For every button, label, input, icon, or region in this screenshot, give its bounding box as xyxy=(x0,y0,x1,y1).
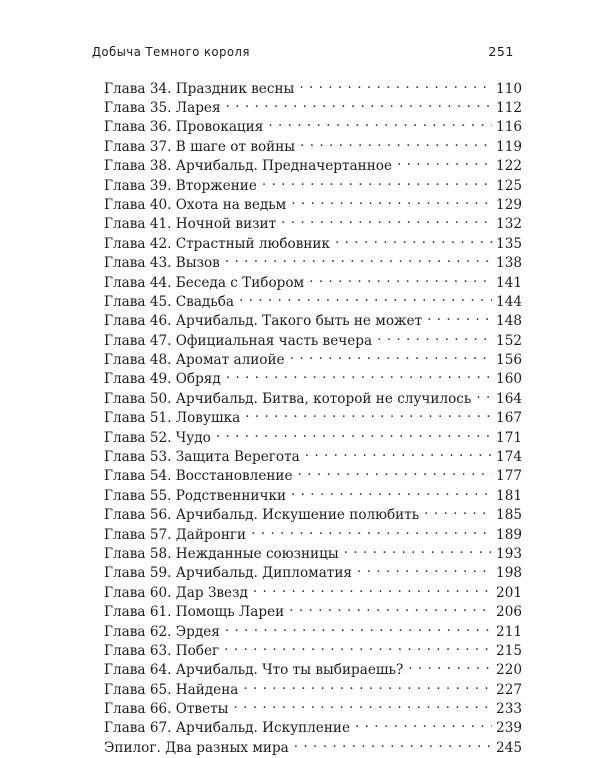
toc-entry-title: Глава 57. Дайронги xyxy=(104,526,247,543)
toc-entry-page: 119 xyxy=(496,138,522,155)
toc-entry-page: 148 xyxy=(496,313,522,330)
toc-entry-title: Глава 64. Арчибальд. Что ты выбираешь? xyxy=(104,662,404,679)
toc-entry-page: 152 xyxy=(496,332,522,349)
toc-entry-title: Глава 67. Арчибальд. Искупление xyxy=(104,720,351,737)
toc-entry xyxy=(104,506,522,525)
toc-entry-page: 132 xyxy=(496,216,522,233)
toc-entry-page: 239 xyxy=(496,720,522,737)
toc-entry xyxy=(104,98,522,117)
toc-entry xyxy=(104,603,522,622)
toc-entry-title: Глава 45. Свадьба xyxy=(104,293,234,310)
toc-entry-title: Глава 59. Арчибальд. Дипломатия xyxy=(104,565,352,582)
dot-leader xyxy=(297,79,492,93)
toc-entry-page: 220 xyxy=(496,662,522,679)
toc-entry-title: Глава 35. Ларея xyxy=(104,99,221,116)
dot-leader xyxy=(243,409,492,423)
toc-entry xyxy=(104,215,522,234)
toc-entry xyxy=(104,409,522,428)
toc-entry xyxy=(104,195,522,214)
toc-entry-page: 167 xyxy=(496,410,522,427)
toc-entry-page: 129 xyxy=(496,196,522,213)
toc-entry-title: Глава 52. Чудо xyxy=(104,429,211,446)
toc-entry xyxy=(104,486,522,505)
toc-entry xyxy=(104,641,522,660)
toc-entry-page: 201 xyxy=(496,584,522,601)
dot-leader xyxy=(231,700,492,714)
toc-entry-title: Глава 44. Беседа с Тибором xyxy=(104,274,305,291)
dot-leader xyxy=(296,467,493,481)
toc-entry-title: Глава 36. Провокация xyxy=(104,119,264,136)
dot-leader xyxy=(289,486,492,500)
dot-leader xyxy=(249,525,492,539)
dot-leader xyxy=(224,98,493,112)
toc-entry-title: Глава 62. Эрдея xyxy=(104,623,220,640)
toc-entry-page: 112 xyxy=(496,99,522,116)
toc-entry xyxy=(104,254,522,273)
toc-entry xyxy=(104,137,522,156)
toc-entry xyxy=(104,234,522,253)
running-title: Добыча Темного короля xyxy=(92,44,250,59)
toc-entry-title: Глава 58. Нежданные союзницы xyxy=(104,545,339,562)
page-number: 251 xyxy=(488,44,514,59)
toc-entry xyxy=(104,312,522,331)
toc-entry-title: Глава 63. Побег xyxy=(104,642,220,659)
toc-entry-title: Глава 49. Обряд xyxy=(104,371,221,388)
toc-entry-title: Глава 55. Родственнички xyxy=(104,487,287,504)
toc-entry-page: 138 xyxy=(496,255,522,272)
toc-entry-title: Глава 37. В шаге от войны xyxy=(104,138,296,155)
toc-entry-page: 185 xyxy=(496,507,522,524)
toc-entry-title: Глава 50. Арчибальд. Битва, которой не случилось xyxy=(104,390,472,407)
toc-entry-title: Глава 43. Вызов xyxy=(104,255,220,272)
toc-entry-page: 177 xyxy=(496,468,522,485)
toc-entry-page: 211 xyxy=(496,623,522,640)
toc-entry-title: Глава 42. Страстный любовник xyxy=(104,235,330,252)
toc-entry-page: 198 xyxy=(496,565,522,582)
toc-entry xyxy=(104,680,522,699)
toc-entry-page: 144 xyxy=(496,293,522,310)
toc-entry xyxy=(104,389,522,408)
toc-entry-title: Глава 47. Официальная часть вечера xyxy=(104,332,373,349)
toc-entry-title: Глава 54. Восстановление xyxy=(104,468,293,485)
dot-leader xyxy=(279,215,492,229)
toc-entry xyxy=(104,273,522,292)
dot-leader xyxy=(237,292,492,306)
toc-entry-page: 233 xyxy=(496,701,522,718)
toc-entry-title: Глава 40. Охота на ведьм xyxy=(104,196,287,213)
dot-leader xyxy=(355,564,492,578)
toc-entry-title: Глава 53. Защита Верегота xyxy=(104,449,300,466)
toc-entry-title: Глава 51. Ловушка xyxy=(104,410,241,427)
toc-entry-page: 174 xyxy=(496,449,522,466)
toc-entry xyxy=(104,79,522,98)
dot-leader xyxy=(266,118,492,132)
toc-entry-page: 122 xyxy=(496,158,522,175)
toc-entry-page: 215 xyxy=(496,642,522,659)
dot-leader xyxy=(474,389,492,403)
toc-entry-title: Глава 61. Помощь Лареи xyxy=(104,604,285,621)
toc-entry-title: Глава 46. Арчибальд. Такого быть не может xyxy=(104,313,423,330)
toc-entry xyxy=(104,370,522,389)
toc-entry-page: 116 xyxy=(496,119,522,136)
toc-entry xyxy=(104,622,522,641)
toc-entry-title: Глава 65. Найдена xyxy=(104,681,239,698)
toc-entry-page: 171 xyxy=(496,429,522,446)
toc-entry-title: Глава 34. Праздник весны xyxy=(104,80,295,97)
dot-leader xyxy=(251,583,492,597)
toc-entry xyxy=(104,331,522,350)
dot-leader xyxy=(288,350,492,364)
toc-entry xyxy=(104,447,522,466)
dot-leader xyxy=(395,157,492,171)
toc-entry-page: 125 xyxy=(496,177,522,194)
dot-leader xyxy=(375,331,492,345)
toc-entry xyxy=(104,719,522,738)
toc-entry-page: 227 xyxy=(496,681,522,698)
dot-leader xyxy=(241,680,492,694)
toc-entry xyxy=(104,467,522,486)
toc-entry xyxy=(104,292,522,311)
dot-leader xyxy=(298,137,492,151)
toc-entry-page: 160 xyxy=(496,371,522,388)
dot-leader xyxy=(342,544,492,558)
toc-entry-title: Глава 66. Ответы xyxy=(104,701,229,718)
toc-entry-page: 206 xyxy=(496,604,522,621)
toc-entry-title: Глава 48. Аромат алиойе xyxy=(104,352,285,369)
toc-entry-title: Глава 41. Ночной визит xyxy=(104,216,277,233)
toc-entry xyxy=(104,583,522,602)
dot-leader xyxy=(289,195,492,209)
toc-entry-page: 135 xyxy=(496,235,522,252)
dot-leader xyxy=(224,370,492,384)
toc-entry-page: 193 xyxy=(496,545,522,562)
dot-leader xyxy=(422,506,492,520)
toc-entry xyxy=(104,350,522,369)
dot-leader xyxy=(353,719,492,733)
toc-entry xyxy=(104,428,522,447)
dot-leader xyxy=(303,447,492,461)
toc-entry xyxy=(104,544,522,563)
toc-entry xyxy=(104,700,522,719)
dot-leader xyxy=(223,622,492,636)
dot-leader xyxy=(222,641,492,655)
toc-entry-page: 245 xyxy=(496,739,522,756)
toc-entry xyxy=(104,564,522,583)
toc-entry-title: Глава 56. Арчибальд. Искушение полюбить xyxy=(104,507,420,524)
toc-entry xyxy=(104,157,522,176)
toc-entry-page: 141 xyxy=(496,274,522,291)
toc-entry-page: 164 xyxy=(496,390,522,407)
toc-entry xyxy=(104,118,522,137)
dot-leader xyxy=(333,234,492,248)
toc-entry-title: Глава 39. Вторжение xyxy=(104,177,257,194)
toc-entry-page: 110 xyxy=(496,80,522,97)
toc-entry xyxy=(104,661,522,680)
dot-leader xyxy=(260,176,492,190)
toc-entry-page: 181 xyxy=(496,487,522,504)
toc-entry-page: 189 xyxy=(496,526,522,543)
dot-leader xyxy=(287,603,492,617)
dot-leader xyxy=(223,254,492,268)
dot-leader xyxy=(307,273,492,287)
dot-leader xyxy=(406,661,492,675)
toc-entry-title: Глава 60. Дар Звезд xyxy=(104,584,248,601)
toc-entry-title: Глава 38. Арчибальд. Предначертанное xyxy=(104,158,392,175)
dot-leader xyxy=(214,428,492,442)
toc-entry xyxy=(104,176,522,195)
table-of-contents xyxy=(104,79,522,758)
toc-entry-page: 156 xyxy=(496,352,522,369)
toc-entry xyxy=(104,525,522,544)
toc-entry xyxy=(104,738,522,757)
toc-entry-title: Эпилог. Два разных мира xyxy=(104,739,289,756)
dot-leader xyxy=(425,312,492,326)
